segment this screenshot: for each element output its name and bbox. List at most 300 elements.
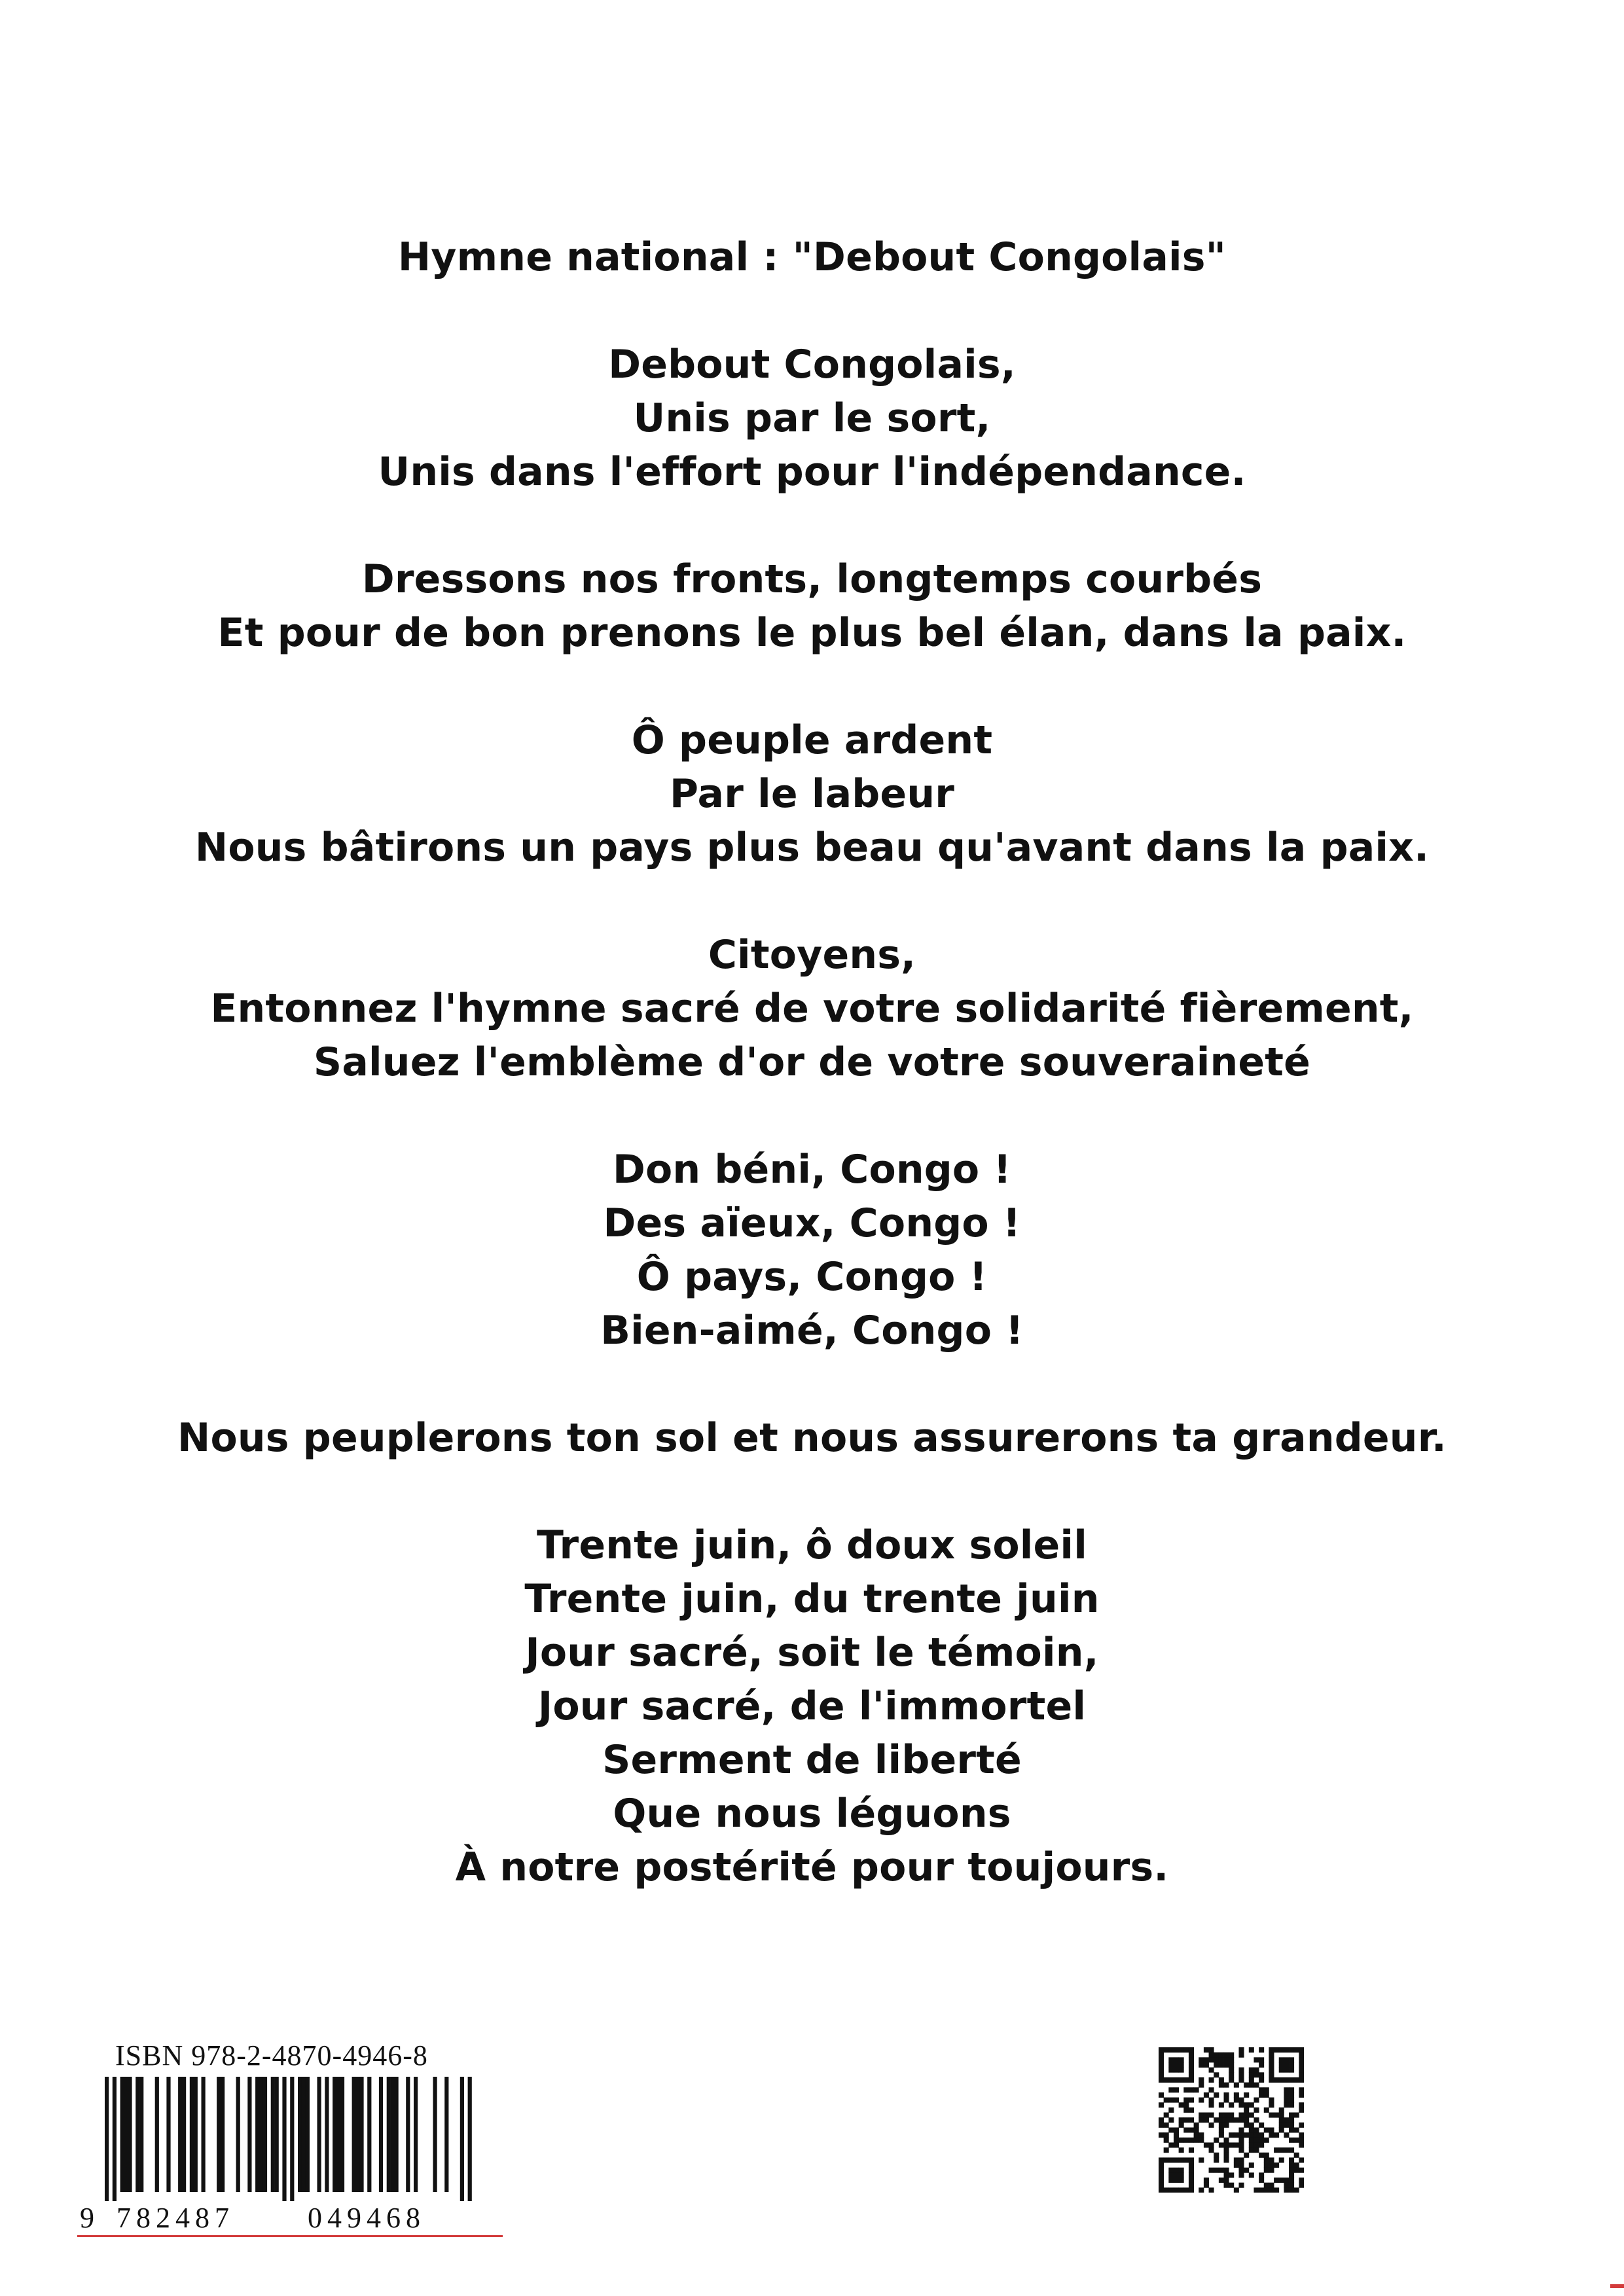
barcode-bar [359, 2077, 363, 2192]
qr-module [1183, 2157, 1189, 2162]
qr-module [1219, 2062, 1224, 2068]
qr-module [1279, 2047, 1284, 2053]
qr-module [1269, 2127, 1274, 2132]
qr-module [1294, 2077, 1299, 2083]
qr-module [1224, 2142, 1229, 2147]
qr-module [1224, 2138, 1229, 2143]
qr-module [1189, 2117, 1194, 2123]
qr-module [1274, 2187, 1279, 2193]
qr-module [1214, 2153, 1219, 2158]
qr-module [1284, 2047, 1289, 2053]
qr-module [1269, 2168, 1274, 2173]
barcode-bar [202, 2077, 206, 2192]
qr-module [1244, 2083, 1249, 2088]
qr-module [1168, 2178, 1174, 2183]
qr-module [1183, 2108, 1189, 2113]
lyric-line: Jour sacré, de l'immortel [537, 1683, 1087, 1729]
qr-module [1279, 2178, 1284, 2183]
qr-module [1289, 2168, 1294, 2173]
qr-module [1183, 2077, 1189, 2083]
barcode-bar [128, 2077, 132, 2192]
qr-module [1179, 2147, 1184, 2153]
barcode-bar [194, 2077, 198, 2192]
qr-module [1259, 2062, 1264, 2068]
qr-module [1269, 2077, 1274, 2083]
lyric-line: Unis dans l'effort pour l'indépendance. [378, 449, 1246, 495]
qr-module [1214, 2092, 1219, 2098]
qr-module [1249, 2138, 1254, 2143]
barcode-bar [190, 2077, 194, 2192]
qr-module [1259, 2077, 1264, 2083]
lyric-line: Jour sacré, soit le témoin, [525, 1630, 1099, 1676]
qr-module [1179, 2077, 1184, 2083]
qr-module [1174, 2157, 1179, 2162]
title-block [0, 230, 1624, 284]
qr-module [1244, 2153, 1249, 2158]
qr-module [1229, 2117, 1234, 2123]
isbn-barcode [77, 2039, 503, 2235]
qr-module [1219, 2077, 1224, 2083]
qr-module [1244, 2117, 1249, 2123]
stanza-3 [0, 713, 1624, 874]
barcode-bar [113, 2077, 117, 2201]
anthem-title: Hymne national : "Debout Congolais" [397, 234, 1227, 280]
qr-module [1229, 2053, 1234, 2058]
qr-module [1244, 2102, 1249, 2108]
ean-right-group: 049468 [308, 2202, 425, 2234]
qr-module [1238, 2132, 1244, 2138]
qr-module [1168, 2057, 1174, 2062]
qr-module [1183, 2098, 1189, 2103]
qr-module [1189, 2057, 1194, 2062]
qr-module [1299, 2178, 1304, 2183]
qr-module [1189, 2047, 1194, 2053]
stanza-4 [0, 928, 1624, 1089]
qr-module [1214, 2053, 1219, 2058]
qr-module [1259, 2178, 1264, 2183]
lyric-line: Que nous léguons [613, 1791, 1011, 1837]
qr-module [1159, 2053, 1164, 2058]
qr-module [1238, 2168, 1244, 2173]
qr-module [1224, 2092, 1229, 2098]
qr-module [1289, 2183, 1294, 2188]
qr-module [1224, 2113, 1229, 2118]
barcode-bar [340, 2077, 344, 2192]
qr-module [1189, 2087, 1194, 2092]
qr-module [1234, 2162, 1239, 2168]
qr-module [1238, 2142, 1244, 2147]
qr-module [1299, 2108, 1304, 2113]
qr-module [1289, 2187, 1294, 2193]
lyric-line: Des aïeux, Congo ! [603, 1200, 1021, 1246]
qr-module [1289, 2057, 1294, 2062]
qr-module [1229, 2172, 1234, 2178]
qr-module [1249, 2162, 1254, 2168]
qr-module [1299, 2168, 1304, 2173]
qr-module [1224, 2053, 1229, 2058]
qr-module [1214, 2157, 1219, 2162]
barcode-bar [105, 2077, 109, 2201]
qr-module [1254, 2068, 1259, 2073]
qr-module [1219, 2057, 1224, 2062]
qr-module [1164, 2047, 1169, 2053]
qr-module [1164, 2098, 1169, 2103]
qr-module [1219, 2123, 1224, 2128]
qr-module [1174, 2172, 1179, 2178]
qr-module [1168, 2047, 1174, 2053]
qr-module [1279, 2108, 1284, 2113]
qr-module [1159, 2092, 1164, 2098]
qr-module [1194, 2132, 1199, 2138]
qr-module [1254, 2187, 1259, 2193]
qr-module [1238, 2157, 1244, 2162]
barcode-bar [302, 2077, 306, 2192]
qr-module [1269, 2187, 1274, 2193]
qr-module [1164, 2077, 1169, 2083]
qr-module [1159, 2178, 1164, 2183]
qr-module [1254, 2098, 1259, 2103]
qr-module [1159, 2072, 1164, 2077]
qr-module [1189, 2127, 1194, 2132]
stanza-5 [0, 1143, 1624, 1357]
qr-module [1244, 2113, 1249, 2118]
barcode-bar [333, 2077, 336, 2192]
isbn-label: ISBN 978-2-4870-4946-8 [115, 2039, 428, 2072]
qr-module [1209, 2047, 1214, 2053]
qr-module [1174, 2187, 1179, 2193]
qr-module [1204, 2178, 1209, 2183]
qr-module [1219, 2142, 1224, 2147]
qr-module [1289, 2147, 1294, 2153]
qr-module [1234, 2098, 1239, 2103]
qr-module [1168, 2157, 1174, 2162]
ean-left-group: 782487 [117, 2202, 234, 2234]
qr-module [1229, 2068, 1234, 2073]
lyric-line: Unis par le sort, [633, 395, 991, 441]
qr-module [1164, 2157, 1169, 2162]
qr-module [1214, 2072, 1219, 2077]
qr-module [1189, 2147, 1194, 2153]
qr-module [1159, 2187, 1164, 2193]
qr-module [1259, 2047, 1264, 2053]
barcode-bar [356, 2077, 360, 2192]
barcode-bar [460, 2077, 464, 2201]
qr-module [1183, 2187, 1189, 2193]
qr-module [1299, 2077, 1304, 2083]
qr-module [1238, 2053, 1244, 2058]
qr-module [1264, 2092, 1269, 2098]
qr-module [1199, 2157, 1204, 2162]
qr-module [1289, 2102, 1294, 2108]
qr-module [1279, 2157, 1284, 2162]
qr-module [1189, 2098, 1194, 2103]
qr-module [1238, 2172, 1244, 2178]
qr-module [1168, 2098, 1174, 2103]
qr-module [1204, 2057, 1209, 2062]
qr-module [1204, 2047, 1209, 2053]
qr-module [1179, 2117, 1184, 2123]
qr-module [1254, 2138, 1259, 2143]
qr-module [1284, 2178, 1289, 2183]
qr-module [1284, 2187, 1289, 2193]
qr-module [1279, 2057, 1284, 2062]
qr-module [1204, 2092, 1209, 2098]
qr-module [1289, 2117, 1294, 2123]
qr-module [1204, 2142, 1209, 2147]
qr-module [1269, 2062, 1274, 2068]
qr-module [1259, 2092, 1264, 2098]
lyric-line: Trente juin, du trente juin [524, 1576, 1100, 1622]
qr-module [1238, 2098, 1244, 2103]
barcode-bar [221, 2077, 225, 2192]
qr-module [1284, 2062, 1289, 2068]
qr-module [1279, 2062, 1284, 2068]
qr-module [1174, 2057, 1179, 2062]
qr-module [1294, 2168, 1299, 2173]
qr-module [1189, 2068, 1194, 2073]
qr-module [1219, 2102, 1224, 2108]
stanza-6 [0, 1411, 1624, 1465]
qr-module [1299, 2047, 1304, 2053]
qr-module [1219, 2132, 1224, 2138]
qr-module [1259, 2132, 1264, 2138]
lyric-line: Bien-aimé, Congo ! [600, 1308, 1024, 1354]
barcode-bar [379, 2077, 383, 2192]
qr-module [1274, 2113, 1279, 2118]
qr-module [1269, 2072, 1274, 2077]
barcode-bar [306, 2077, 310, 2192]
qr-module [1238, 2077, 1244, 2083]
qr-module [1284, 2183, 1289, 2188]
qr-module [1264, 2153, 1269, 2158]
qr-module [1168, 2168, 1174, 2173]
qr-module [1224, 2062, 1229, 2068]
qr-module [1269, 2132, 1274, 2138]
qr-module [1264, 2157, 1269, 2162]
qr-module [1159, 2157, 1164, 2162]
barcode-bar [298, 2077, 302, 2192]
qr-module [1279, 2127, 1284, 2132]
qr-module [1174, 2138, 1179, 2143]
qr-module [1299, 2102, 1304, 2108]
qr-module [1289, 2162, 1294, 2168]
qr-module [1299, 2142, 1304, 2147]
qr-module [1194, 2087, 1199, 2092]
qr-module [1249, 2127, 1254, 2132]
qr-module [1269, 2047, 1274, 2053]
qr-module [1289, 2077, 1294, 2083]
qr-module [1238, 2072, 1244, 2077]
qr-module [1168, 2077, 1174, 2083]
qr-module [1259, 2138, 1264, 2143]
qr-module [1199, 2083, 1204, 2088]
qr-module [1219, 2168, 1224, 2173]
qr-module [1159, 2183, 1164, 2188]
qr-module [1269, 2098, 1274, 2103]
qr-module [1299, 2053, 1304, 2058]
stanza-7 [0, 1518, 1624, 1894]
qr-module [1294, 2127, 1299, 2132]
qr-module [1159, 2172, 1164, 2178]
qr-module [1249, 2068, 1254, 2073]
qr-module [1164, 2138, 1169, 2143]
qr-module [1234, 2142, 1239, 2147]
qr-module [1214, 2057, 1219, 2062]
qr-module [1174, 2077, 1179, 2083]
qr-module [1244, 2108, 1249, 2113]
barcode-bar [263, 2077, 267, 2192]
qr-module [1224, 2123, 1229, 2128]
qr-module [1254, 2072, 1259, 2077]
qr-module [1168, 2187, 1174, 2193]
qr-module [1168, 2127, 1174, 2132]
qr-module [1179, 2138, 1184, 2143]
qr-module [1229, 2132, 1234, 2138]
qr-module [1159, 2057, 1164, 2062]
qr-module [1249, 2077, 1254, 2083]
qr-module [1289, 2068, 1294, 2073]
qr-module [1164, 2132, 1169, 2138]
qr-module [1159, 2132, 1164, 2138]
qr-module [1189, 2108, 1194, 2113]
qr-module [1289, 2092, 1294, 2098]
qr-module [1174, 2047, 1179, 2053]
barcode-bar [217, 2077, 221, 2192]
qr-module [1199, 2077, 1204, 2083]
qr-module [1238, 2047, 1244, 2053]
barcode-bar [444, 2077, 448, 2192]
qr-module [1299, 2157, 1304, 2162]
qr-module [1249, 2172, 1254, 2178]
qr-module [1269, 2157, 1274, 2162]
qr-module [1159, 2047, 1164, 2053]
qr-module [1274, 2047, 1279, 2053]
qr-module [1189, 2172, 1194, 2178]
qr-module [1199, 2062, 1204, 2068]
qr-module [1284, 2147, 1289, 2153]
qr-module [1179, 2062, 1184, 2068]
lyric-line: Nous bâtirons un pays plus beau qu'avant dans la paix. [194, 825, 1430, 870]
qr-module [1209, 2113, 1214, 2118]
qr-module [1224, 2147, 1229, 2153]
qr-module [1224, 2168, 1229, 2173]
qr-module [1249, 2072, 1254, 2077]
lyric-line: Dressons nos fronts, longtemps courbés [361, 556, 1263, 602]
lyric-line: Don béni, Congo ! [612, 1147, 1012, 1193]
qr-module [1259, 2142, 1264, 2147]
qr-module [1224, 2153, 1229, 2158]
qr-module [1224, 2178, 1229, 2183]
qr-module [1269, 2053, 1274, 2058]
qr-module [1249, 2047, 1254, 2053]
qr-module [1159, 2077, 1164, 2083]
qr-module [1234, 2083, 1239, 2088]
qr-module [1204, 2117, 1209, 2123]
qr-module [1189, 2183, 1194, 2188]
qr-module [1289, 2087, 1294, 2092]
qr-module [1199, 2138, 1204, 2143]
qr-module [1219, 2113, 1224, 2118]
qr-module [1274, 2162, 1279, 2168]
qr-module [1284, 2102, 1289, 2108]
qr-module [1209, 2168, 1214, 2173]
qr-module [1189, 2053, 1194, 2058]
qr-module [1214, 2168, 1219, 2173]
qr-module [1294, 2153, 1299, 2158]
qr-module [1219, 2178, 1224, 2183]
barcode-bar [182, 2077, 186, 2192]
qr-module [1289, 2062, 1294, 2068]
qr-module [1244, 2168, 1249, 2173]
qr-module [1224, 2172, 1229, 2178]
barcode-bar [290, 2077, 294, 2201]
qr-module [1244, 2092, 1249, 2098]
qr-module [1209, 2077, 1214, 2083]
barcode-bar [155, 2077, 159, 2192]
qr-module [1224, 2098, 1229, 2103]
qr-module [1279, 2147, 1284, 2153]
lyric-line: Entonnez l'hymne sacré de votre solidarité fièrement, [210, 986, 1414, 1031]
lyric-line: Par le labeur [669, 771, 955, 817]
qr-module [1204, 2113, 1209, 2118]
qr-module [1189, 2062, 1194, 2068]
qr-module [1183, 2102, 1189, 2108]
qr-module [1234, 2187, 1239, 2193]
qr-module [1284, 2092, 1289, 2098]
crop-mark [1610, 2284, 1624, 2288]
qr-module [1274, 2147, 1279, 2153]
qr-module [1199, 2098, 1204, 2103]
qr-module [1294, 2138, 1299, 2143]
qr-module [1183, 2138, 1189, 2143]
qr-module [1209, 2147, 1214, 2153]
barcode-bar [433, 2077, 437, 2192]
anthem-lyrics [0, 230, 1624, 1894]
barcode-bar [406, 2077, 410, 2192]
lyric-line: Saluez l'emblème d'or de votre souveraineté [313, 1039, 1311, 1085]
lyric-line: Ô pays, Congo ! [636, 1254, 988, 1300]
qr-module [1238, 2138, 1244, 2143]
qr-module [1234, 2092, 1239, 2098]
qr-module [1289, 2123, 1294, 2128]
barcode-underline [77, 2235, 503, 2237]
qr-module [1234, 2132, 1239, 2138]
qr-module [1189, 2077, 1194, 2083]
qr-module [1164, 2147, 1169, 2153]
barcode-bar [414, 2077, 418, 2192]
qr-module [1284, 2123, 1289, 2128]
qr-module [1289, 2178, 1294, 2183]
qr-module [1264, 2138, 1269, 2143]
qr-module [1204, 2183, 1209, 2188]
qr-module [1299, 2072, 1304, 2077]
qr-module [1159, 2117, 1164, 2123]
barcode-bar [120, 2077, 124, 2192]
lyric-line: Et pour de bon prenons le plus bel élan, dans la paix. [217, 610, 1407, 656]
barcode-bar [259, 2077, 263, 2192]
qr-module [1264, 2187, 1269, 2193]
qr-module [1179, 2178, 1184, 2183]
qr-module [1264, 2168, 1269, 2173]
qr-module [1274, 2178, 1279, 2183]
qr-module [1174, 2062, 1179, 2068]
qr-module [1254, 2108, 1259, 2113]
qr-module [1284, 2132, 1289, 2138]
qr-module [1238, 2162, 1244, 2168]
qr-module [1164, 2113, 1169, 2118]
qr-module [1214, 2117, 1219, 2123]
qr-module [1174, 2068, 1179, 2073]
